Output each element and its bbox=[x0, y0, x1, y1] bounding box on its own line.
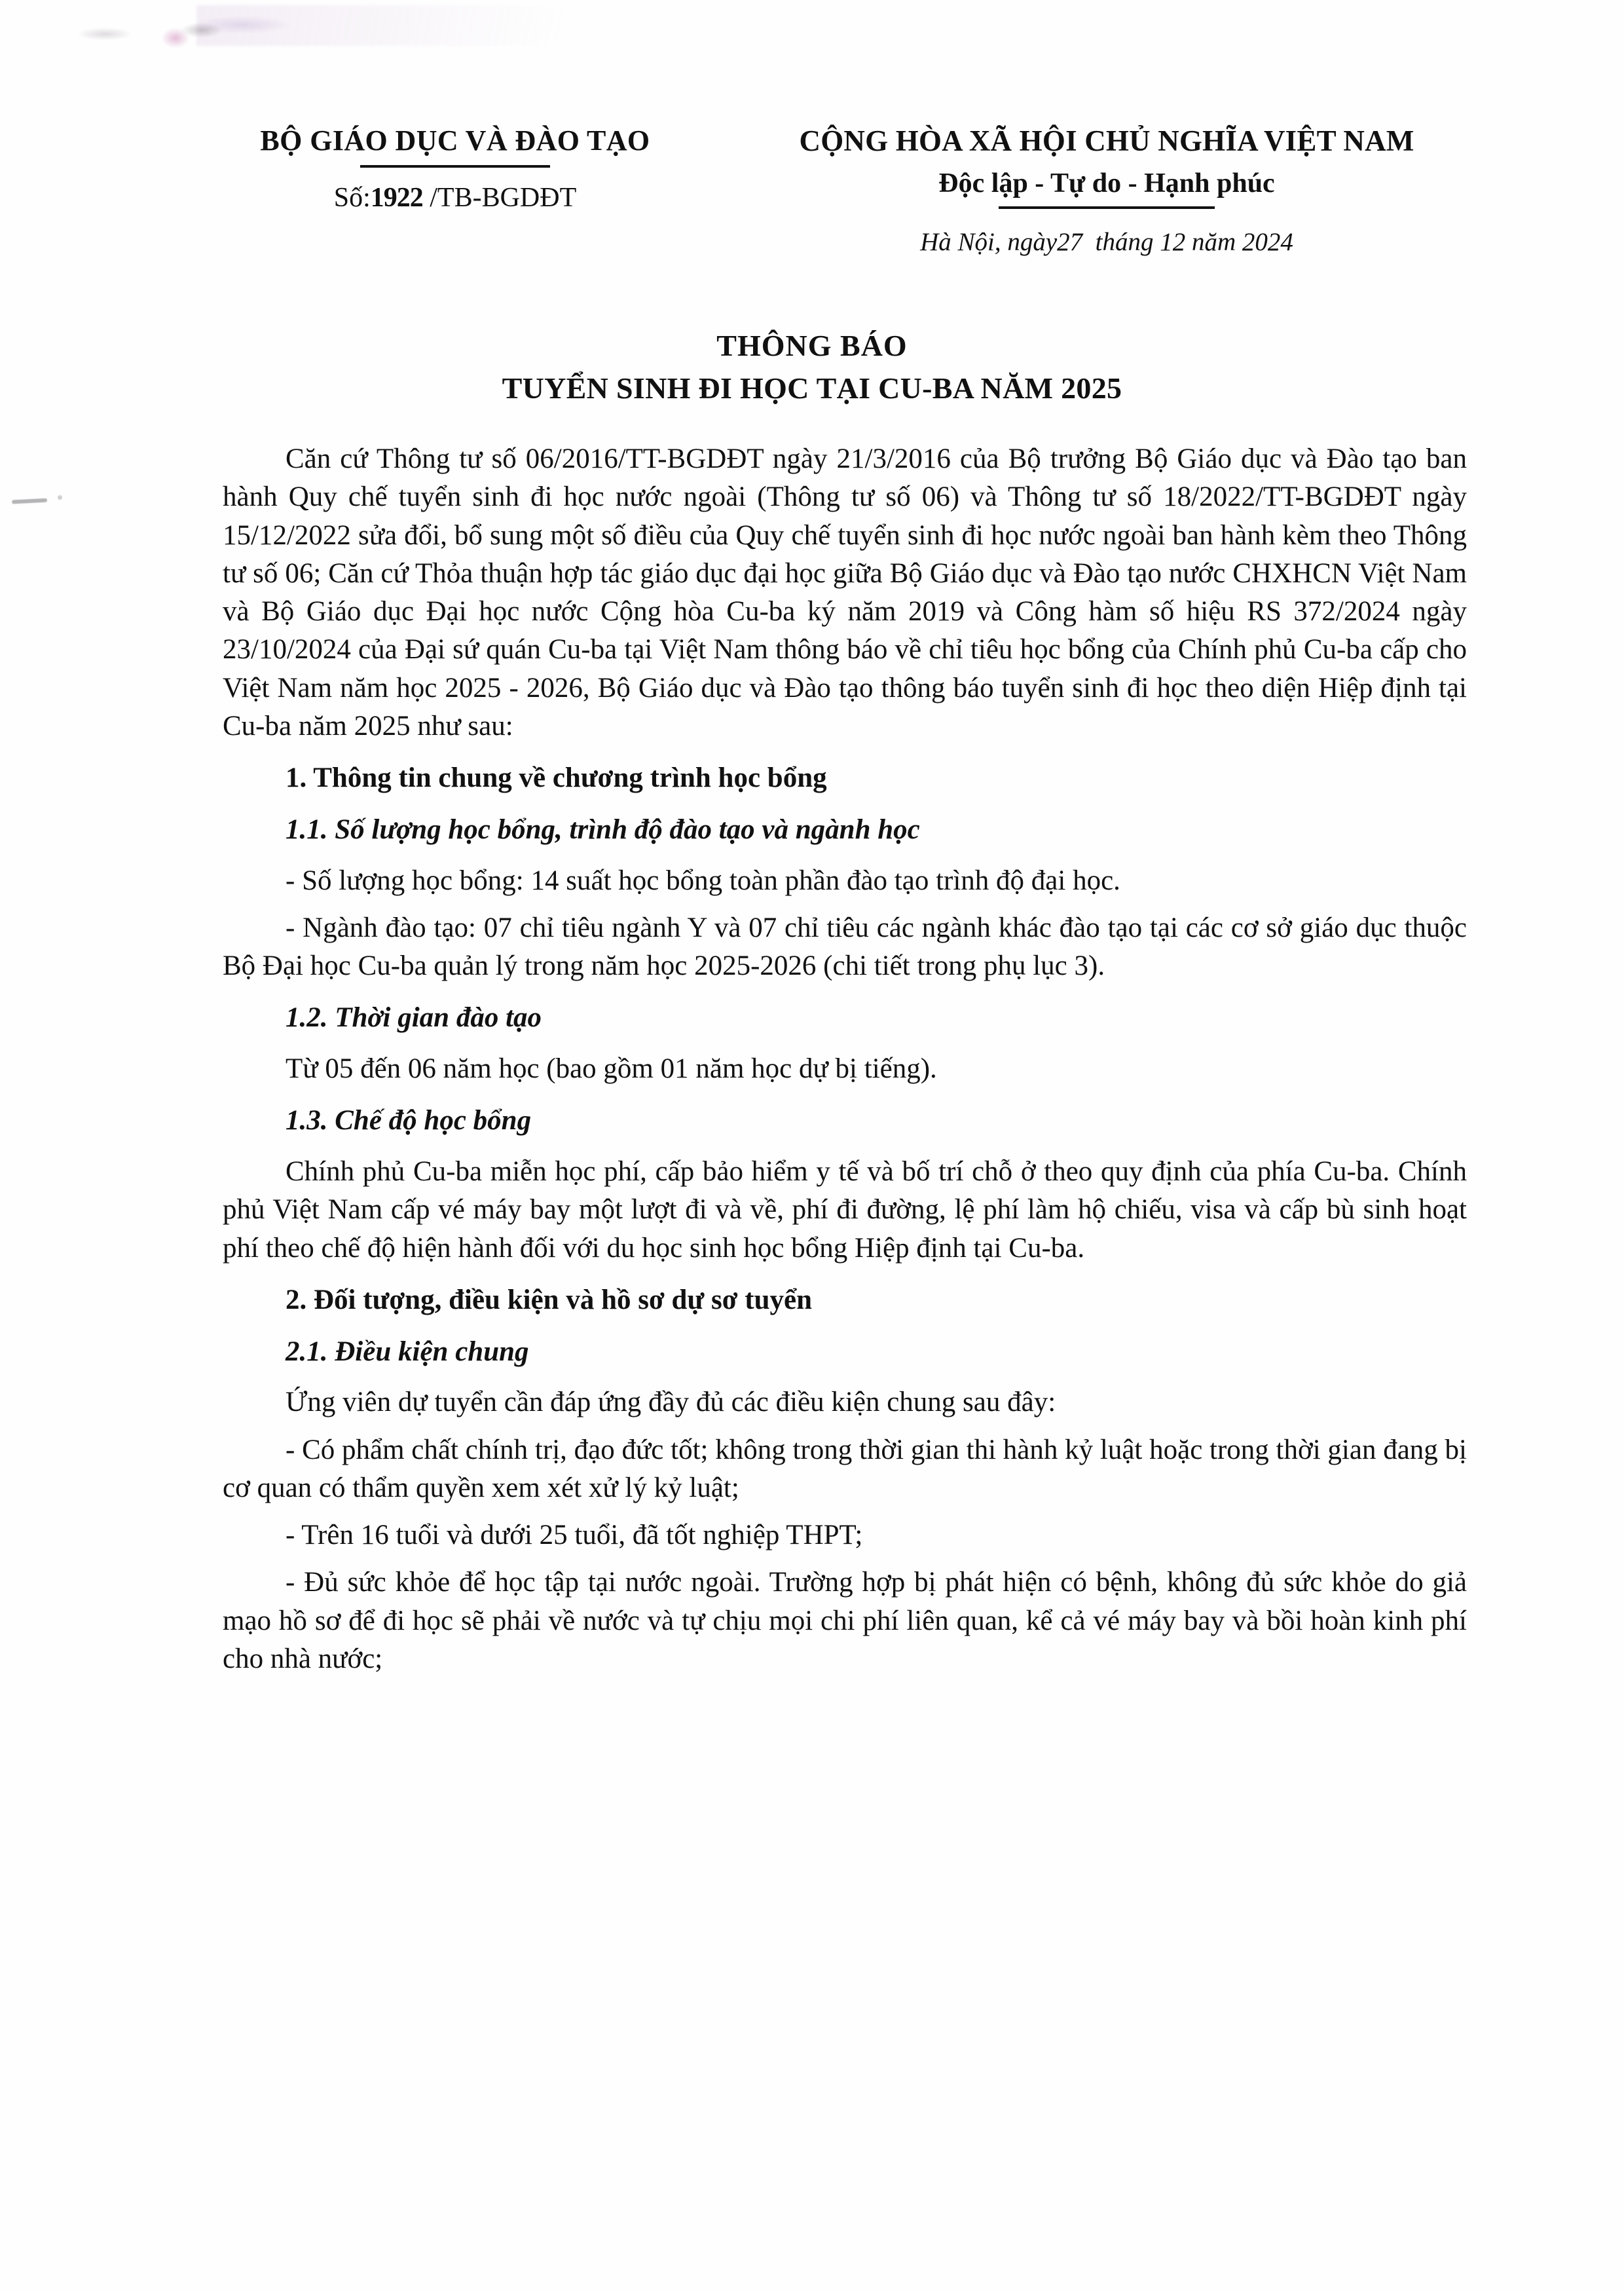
scan-artifact-wash bbox=[196, 5, 786, 46]
dateline-city: Hà Nội, ngày bbox=[920, 228, 1058, 257]
section-1-1-heading: 1.1. Số lượng học bổng, trình độ đào tạo và ngành học bbox=[286, 814, 920, 845]
dateline-month-label: tháng bbox=[1095, 228, 1154, 257]
dateline-day: 27 bbox=[1057, 228, 1083, 257]
motto-underline bbox=[999, 206, 1215, 209]
document-title-block bbox=[0, 328, 1624, 406]
section-2-1-paragraph: Ứng viên dự tuyển cần đáp ứng đầy đủ các điều kiện chung sau đây: bbox=[286, 1387, 1056, 1418]
section-1-3-paragraph: Chính phủ Cu-ba miễn học phí, cấp bảo hiểm y tế và bố trí chỗ ở theo quy định của phía Cu-ba. Chính phủ Việt Nam cấp vé máy bay một lượt đi và về, phí đi đường, lệ phí làm hộ chiếu, visa và cấp bù sinh hoạt phí theo chế độ hiện hành đối với du học sinh học bổng Hiệp định tại Cu-ba. bbox=[223, 1156, 1467, 1264]
document-body bbox=[223, 440, 1467, 1678]
section-1-2-paragraph: Từ 05 đến 06 năm học (bao gồm 01 năm học dự bị tiếng). bbox=[286, 1053, 937, 1084]
header-national-block bbox=[714, 124, 1500, 258]
issuer-underline bbox=[360, 165, 550, 168]
dateline-year-label: năm bbox=[1192, 228, 1236, 257]
national-motto: Độc lập - Tự do - Hạnh phúc bbox=[938, 168, 1275, 198]
section-1-3-heading: 1.3. Chế độ học bổng bbox=[286, 1105, 532, 1136]
section-2-1-bullet-3: - Đủ sức khỏe để học tập tại nước ngoài. Trường hợp bị phát hiện có bệnh, không đủ sức khỏe do giả mạo hồ sơ để đi học sẽ phải về nước và tự chịu mọi chi phí liên quan, kể cả vé máy bay và bồi hoàn kinh phí cho nhà nước; bbox=[223, 1567, 1467, 1674]
document-number-prefix: Số: bbox=[333, 182, 371, 213]
dateline-month: 12 bbox=[1160, 228, 1186, 257]
scan-artifact-margin-dot bbox=[58, 495, 62, 500]
dateline bbox=[714, 227, 1500, 258]
document-number-value: 1922 bbox=[370, 182, 423, 213]
document-number-line bbox=[196, 182, 714, 214]
section-2-1-bullet-2: - Trên 16 tuổi và dưới 25 tuổi, đã tốt nghiệp THPT; bbox=[286, 1520, 863, 1550]
document-title: THÔNG BÁO bbox=[716, 329, 908, 362]
scan-artifact-corner-smudge bbox=[26, 12, 301, 64]
country-name: CỘNG HÒA XÃ HỘI CHỦ NGHĨA VIỆT NAM bbox=[799, 124, 1414, 157]
document-subtitle: TUYỂN SINH ĐI HỌC TẠI CU-BA NĂM 2025 bbox=[502, 371, 1122, 405]
section-1-heading: 1. Thông tin chung về chương trình học bổng bbox=[286, 762, 827, 793]
section-2-1-heading: 2.1. Điều kiện chung bbox=[286, 1336, 529, 1367]
document-number-suffix: /TB-BGDĐT bbox=[430, 182, 577, 213]
section-2-heading: 2. Đối tượng, điều kiện và hồ sơ dự sơ tuyển bbox=[286, 1284, 813, 1315]
dateline-year: 2024 bbox=[1242, 228, 1293, 257]
header-issuer-block bbox=[196, 124, 714, 258]
section-2-1-bullet-1: - Có phẩm chất chính trị, đạo đức tốt; không trong thời gian thi hành kỷ luật hoặc trong thời gian đang bị cơ quan có thẩm quyền xem xét xử lý kỷ luật; bbox=[223, 1434, 1467, 1503]
preamble-paragraph: Căn cứ Thông tư số 06/2016/TT-BGDĐT ngày 21/3/2016 của Bộ trưởng Bộ Giáo dục và Đào tạo ban hành Quy chế tuyển sinh đi học nước ngoài (Thông tư số 06) và Thông tư số 18/2022/TT-BGDĐT ngày 15/12/2022 sửa đổi, bổ sung một số điều của Quy chế tuyển sinh đi học nước ngoài ban hành kèm theo Thông tư số 06; Căn cứ Thỏa thuận hợp tác giáo dục đại học giữa Bộ Giáo dục và Đào tạo nước CHXHCN Việt Nam và Bộ Giáo dục Đại học nước Cộng hòa Cu-ba ký năm 2019 và Công hàm số hiệu RS 372/2024 ngày 23/10/2024 của Đại sứ quán Cu-ba tại Việt Nam thông báo về chỉ tiêu học bổng của Chính phủ Cu-ba cấp cho Việt Nam năm học 2025 - 2026, Bộ Giáo dục và Đào tạo thông báo tuyển sinh đi học theo diện Hiệp định tại Cu-ba năm 2025 như sau: bbox=[223, 443, 1467, 741]
section-1-1-bullet-2: - Ngành đào tạo: 07 chỉ tiêu ngành Y và 07 chỉ tiêu các ngành khác đào tạo tại các cơ sở giáo dục thuộc Bộ Đại học Cu-ba quản lý trong năm học 2025-2026 (chi tiết trong phụ lục 3). bbox=[223, 912, 1467, 981]
section-1-2-heading: 1.2. Thời gian đào tạo bbox=[286, 1002, 542, 1034]
section-1-1-bullet-1: - Số lượng học bổng: 14 suất học bổng toàn phần đào tạo trình độ đại học. bbox=[286, 865, 1120, 896]
document-header bbox=[0, 124, 1624, 258]
issuing-ministry: BỘ GIÁO DỤC VÀ ĐÀO TẠO bbox=[260, 124, 650, 157]
scan-artifact-margin-mark bbox=[12, 498, 47, 504]
